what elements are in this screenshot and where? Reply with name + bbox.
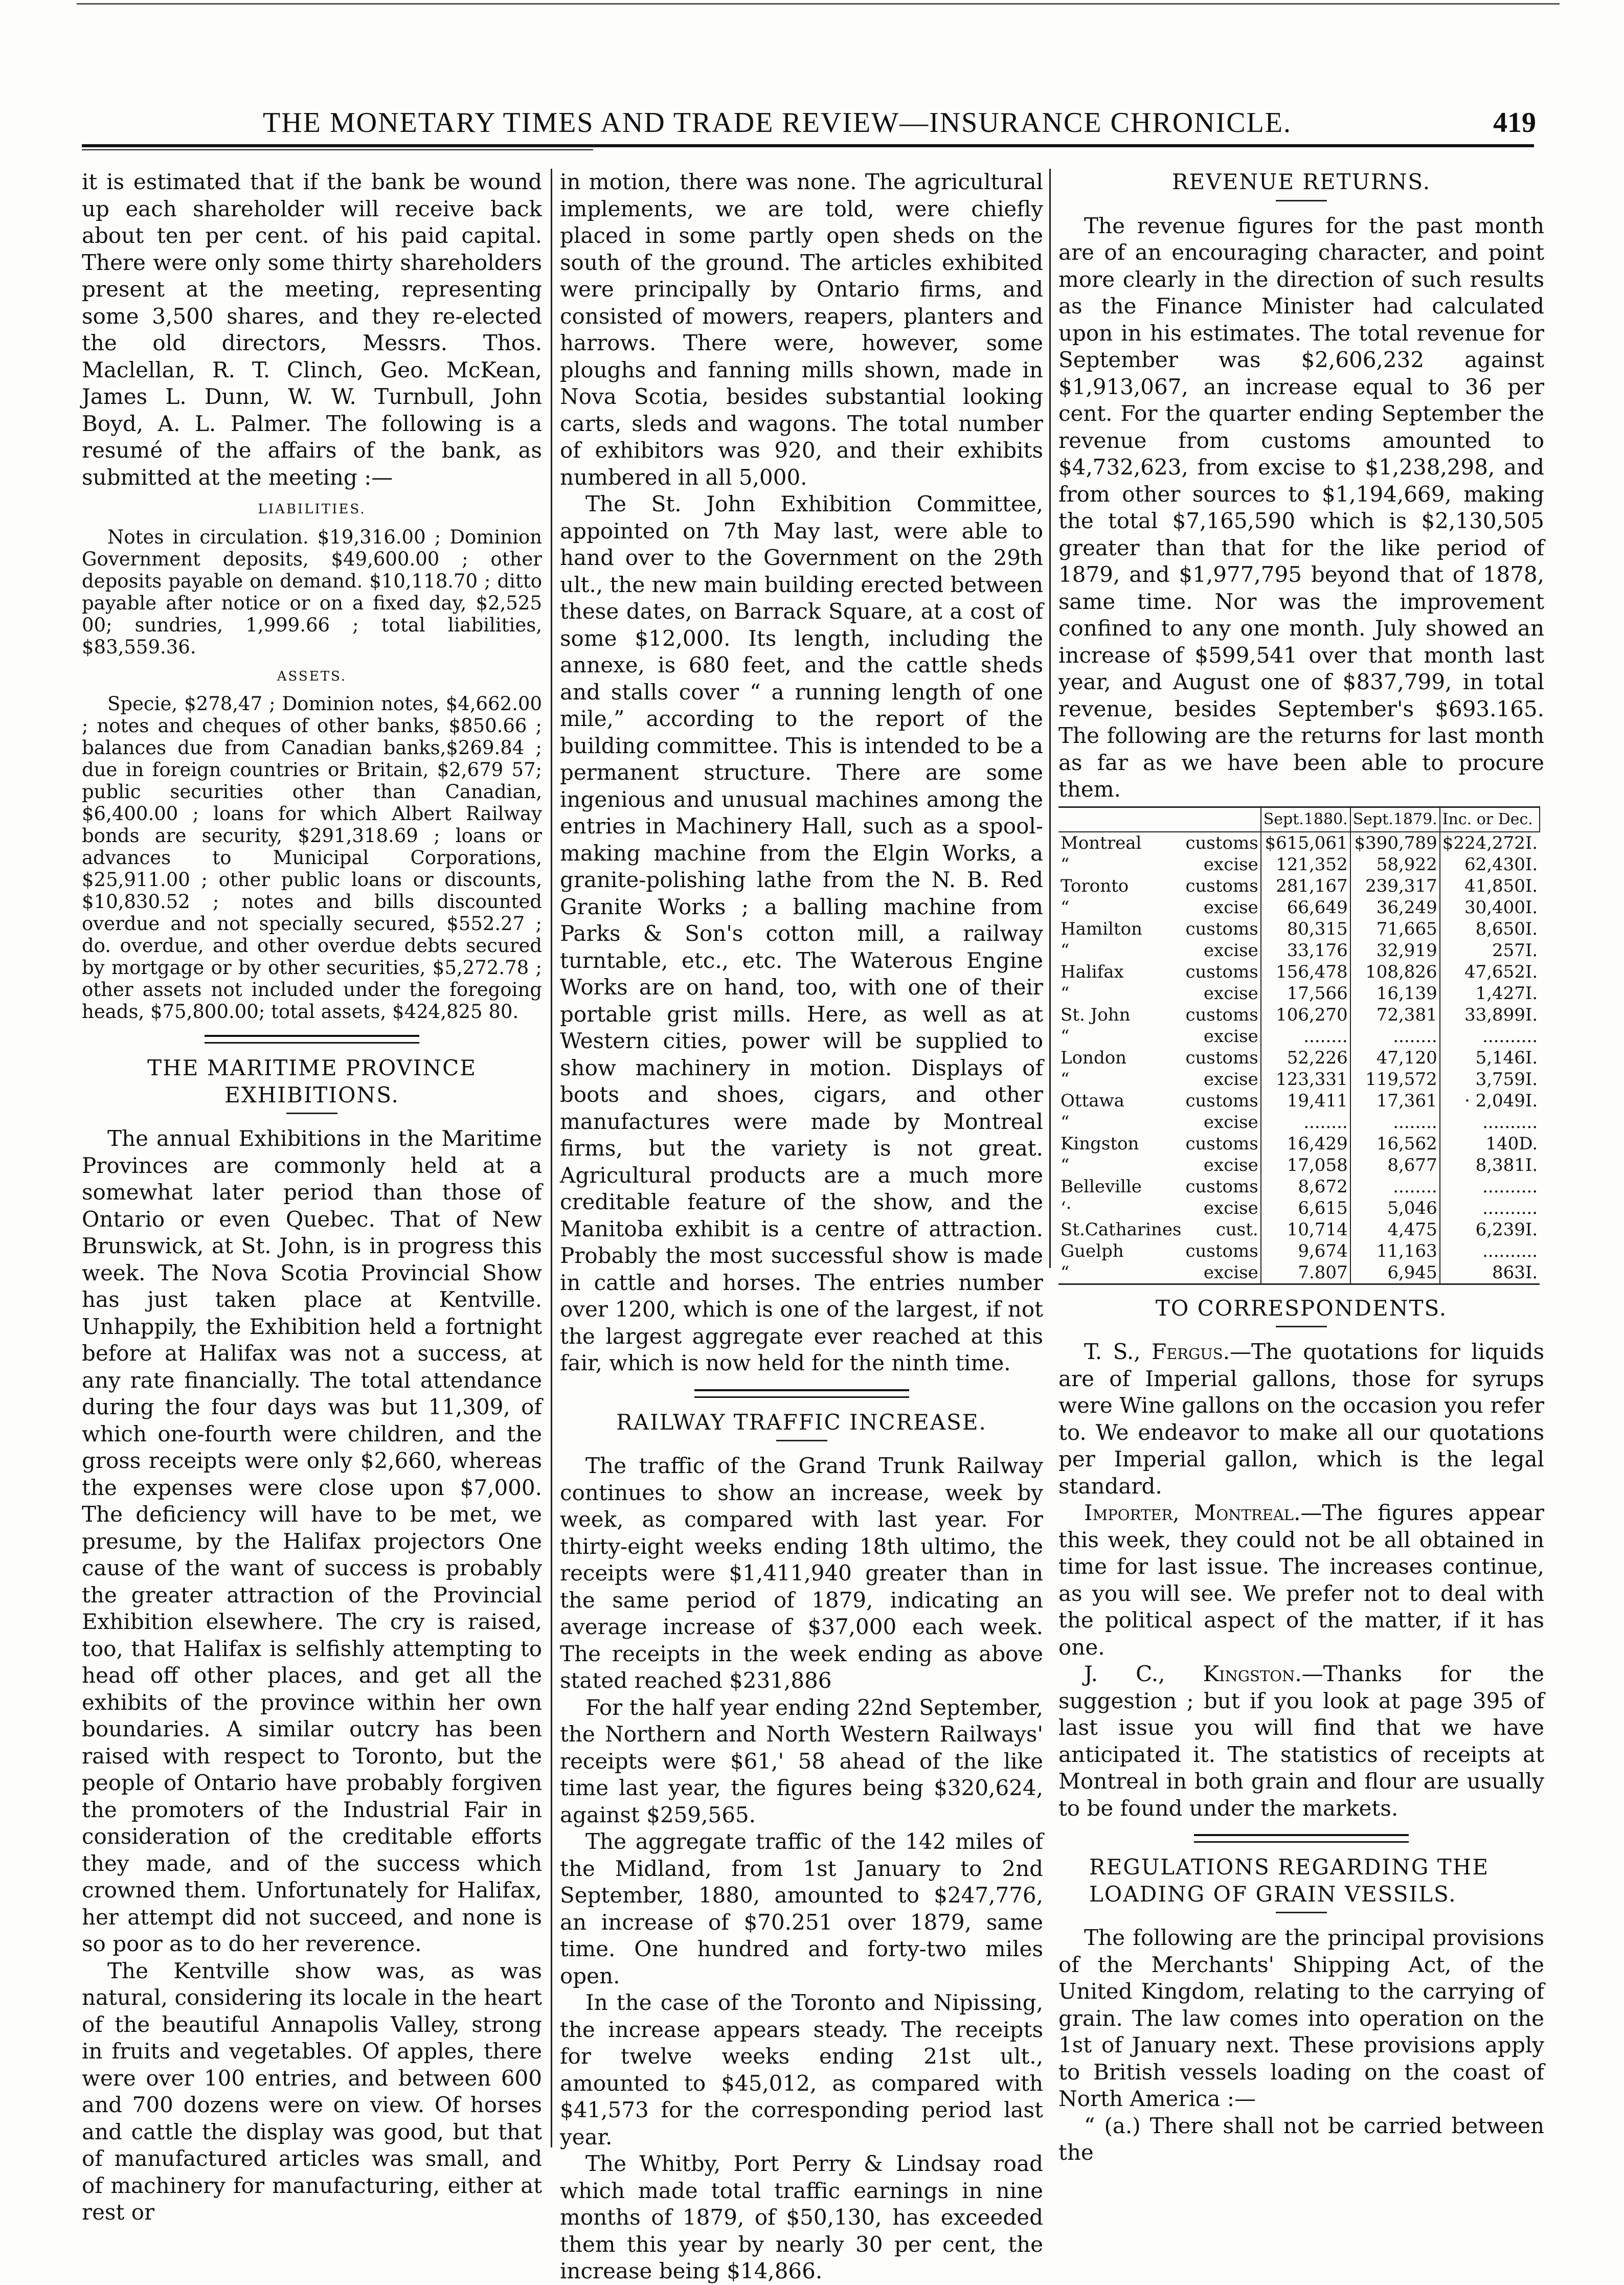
correspondent-1 (1058, 1339, 1544, 1500)
table-cell-1880: 52,226 (1261, 1047, 1350, 1069)
section-rule (205, 1035, 419, 1044)
column-middle (560, 169, 1043, 2285)
table-cell-change: 257I. (1440, 940, 1540, 961)
correspondent-2-name: Importer, Montreal. (1084, 1500, 1301, 1525)
table-cell-change: .......... (1440, 1240, 1540, 1262)
table-cell-1880: 80,315 (1261, 918, 1350, 940)
table-row (1058, 1090, 1540, 1112)
railway-paragraph-5: The Whitby, Port Perry & Lindsay road which made total traffic earnings in nine months of 1879, of $50,130, has exceeded them this year by nearly 30 per cent, the increase being $14,866. (560, 2151, 1043, 2283)
table-cell-kind: customs (1185, 1090, 1258, 1111)
table-cell-1880: 156,478 (1261, 961, 1350, 983)
assets-heading: ASSETS. (277, 668, 347, 684)
grain-heading: REGULATIONS REGARDING THE LOADING OF GRAIN VESSILS. (1089, 1854, 1490, 1907)
table-cell-kind: customs (1185, 1133, 1258, 1154)
table-cell-city: St.Catharines (1061, 1219, 1182, 1240)
table-row (1058, 1219, 1540, 1240)
revenue-heading: REVENUE RETURNS. (1171, 169, 1431, 194)
short-rule (1276, 1326, 1327, 1327)
table-cell-1879: 11,163 (1350, 1240, 1440, 1262)
table-cell-kind: customs (1185, 918, 1258, 939)
table-row (1058, 854, 1540, 875)
table-cell-change: .......... (1440, 1112, 1540, 1133)
revenue-table-header (1058, 807, 1540, 832)
section-rule (1194, 1834, 1409, 1843)
table-cell-kind: excise (1203, 983, 1258, 1004)
table-cell-change: 3,759I. (1440, 1069, 1540, 1090)
table-cell-kind: excise (1203, 1026, 1258, 1047)
table-row (1058, 1176, 1540, 1197)
table-cell-city: Guelph (1061, 1240, 1124, 1261)
table-cell-change: 30,400I. (1440, 897, 1540, 918)
column-divider-1 (551, 169, 552, 2147)
table-row (1058, 1069, 1540, 1090)
table-cell-change: 140D. (1440, 1133, 1540, 1155)
table-cell-kind: customs (1185, 1176, 1258, 1197)
table-cell-1880: ........ (1261, 1026, 1350, 1047)
table-cell-city: “ (1061, 1026, 1070, 1047)
table-row (1058, 1262, 1540, 1284)
table-cell-1879: 72,381 (1350, 1004, 1440, 1026)
table-blank-header (1058, 807, 1261, 832)
table-cell-1879: 32,919 (1350, 940, 1440, 961)
table-cell-kind: customs (1185, 1047, 1258, 1068)
table-cell-1879: 5,046 (1350, 1197, 1440, 1219)
table-row (1058, 1197, 1540, 1219)
table-cell-kind: customs (1185, 1240, 1258, 1261)
table-cell-change: · 2,049I. (1440, 1090, 1540, 1112)
table-cell-1880: 281,167 (1261, 875, 1350, 897)
table-cell-1879: 239,317 (1350, 875, 1440, 897)
table-cell-change: 8,381I. (1440, 1155, 1540, 1176)
table-cell-1880: 7.807 (1261, 1262, 1350, 1284)
col-header-1879: Sept.1879. (1350, 807, 1440, 832)
table-cell-1879: 108,826 (1350, 961, 1440, 983)
table-cell-change: 62,430I. (1440, 854, 1540, 875)
table-cell-1880: 6,615 (1261, 1197, 1350, 1219)
table-cell-city: “ (1061, 1069, 1070, 1090)
table-cell-kind: customs (1185, 1004, 1258, 1025)
table-cell-kind: customs (1185, 961, 1258, 982)
table-cell-1879: 119,572 (1350, 1069, 1440, 1090)
table-cell-change: $224,272I. (1440, 832, 1540, 854)
table-cell-city: “ (1061, 983, 1070, 1004)
table-cell-1880: ........ (1261, 1112, 1350, 1133)
table-cell-change: 863I. (1440, 1262, 1540, 1284)
table-cell-city: “ (1061, 940, 1070, 961)
table-cell-kind: excise (1203, 1197, 1258, 1218)
column-left (82, 169, 542, 2226)
section-rule (694, 1389, 909, 1398)
table-row (1058, 832, 1540, 854)
table-cell-kind: customs (1185, 875, 1258, 896)
table-cell-change: .......... (1440, 1197, 1540, 1219)
table-cell-1880: $615,061 (1261, 832, 1350, 854)
table-cell-1879: 17,361 (1350, 1090, 1440, 1112)
table-cell-city: London (1061, 1047, 1127, 1068)
table-cell-change: 47,652I. (1440, 961, 1540, 983)
header-rule-thin (82, 149, 593, 150)
header-rule (82, 144, 1534, 147)
railway-paragraph-2: For the half year ending 22nd September, the Northern and North Western Railways' receipts were $61,' 58 ahead of the like time last year, the figures being $320,624, against $259,565. (560, 1694, 1043, 1827)
maritime-paragraph-1: The annual Exhibitions in the Maritime Provinces are commonly held at a somewhat later period than those of Ontario or even Quebec. That of New Brunswick, at St. John, is in progress this week. The Nova Scotia Provincial Show has just taken place at Kentville. Unhappily, the Exhibition held a fortnight before at Halifax was not a success, at any rate financially. The total attendance during the four days was but 11,309, of which one-fourth were children, and the gross receipts were only $2,660, whereas the expenses were close upon $7,000. The deficiency will have to be met, we presume, by the Halifax projectors One cause of the want of success is probably the greater attraction of the Provincial Exhibition elsewhere. The cry is raised, too, that Halifax is selfishly attempting to head off other places, and get all the exhibits of the province within her own boundaries. A similar outcry has been raised with respect to Toronto, but the people of Ontario have probably forgiven the promoters of the Industrial Fair in consideration of the creditable efforts they made, and of the success which crowned them. Unfortunately for Halifax, her attempt did not succeed, and none is so poor as to do her reverence. (82, 1126, 542, 1956)
table-cell-city: “ (1061, 854, 1070, 875)
col-header-1880: Sept.1880. (1261, 807, 1350, 832)
table-cell-1879: 36,249 (1350, 897, 1440, 918)
table-cell-city: Montreal (1061, 832, 1142, 853)
exhibition-paragraph-2: The St. John Exhibition Committee, appointed on 7th May last, were able to hand over to the Government on the 29th ult., the new main building erected between these dates, on Barrack Square, at a cost of some $12,000. Its length, including the annexe, is 680 feet, and the cattle sheds and stalls cover “ a running length of one mile,” according to the report of the building committee. This is intended to be a permanent structure. There are some ingenious and unusual machines among the entries in Machinery Hall, such as a spool-making machine from the Elgin Works, a granite-polishing lathe from the N. B. Red Granite Works ; a balling machine from Parks & Son's cotton mill, a railway turntable, etc., etc. The Waterous Engine Works are on hand, too, with one of their portable grist mills. Here, as well as at Western cities, power will be supplied to show machinery in motion. Displays of boots and shoes, cigars, and other manufactures were made by Montreal firms, but the variety is not great. Agricultural products are a much more creditable feature of the show, and the Manitoba exhibit is a centre of attraction. Probably the most successful show is made in cattle and horses. The entries number over 1200, which is one of the largest, if not the largest aggregate ever reached at this fair, which is now held for the ninth time. (560, 491, 1043, 1375)
liabilities-text: Notes in circulation. $19,316.00 ; Dominion Government deposits, $49,600.00 ; other deposits payable on demand. $10,118.70 ; ditto payable after notice or on a fixed day, $2,525 00; sundries, 1,999.66 ; total liabilities, $83,559.36. (82, 526, 542, 658)
table-cell-change: 6,239I. (1440, 1219, 1540, 1240)
table-cell-city: “ (1061, 897, 1070, 918)
table-cell-1880: 8,672 (1261, 1176, 1350, 1197)
table-cell-kind: excise (1183, 1262, 1260, 1284)
short-rule (1276, 1912, 1327, 1913)
table-row (1058, 1112, 1540, 1133)
table-cell-1879: 58,922 (1350, 854, 1440, 875)
correspondent-3-name: J. C., Kingston. (1084, 1661, 1302, 1686)
railway-paragraph-1: The traffic of the Grand Trunk Railway continues to show an increase, week by week, as compared with last year. For thirty-eight weeks ending 18th ultimo, the receipts were $1,411,940 greater than in the same period of 1879, indicating an average increase of $37,000 each week. The receipts in the week ending as above stated reached $231,886 (560, 1453, 1043, 1693)
maritime-paragraph-2: The Kentville show was, as was natural, considering its locale in the heart of the beautiful Annapolis Valley, strong in fruits and vegetables. Of apples, there were over 100 entries, and between 600 and 700 dozens were on view. Of horses and cattle the display was good, but that of manufactured articles was small, and of machinery for manufacturing, either at rest or (82, 1958, 542, 2225)
column-divider-2 (1049, 169, 1051, 1268)
table-row (1058, 1155, 1540, 1176)
table-cell-kind: excise (1203, 897, 1258, 918)
bank-intro-paragraph: it is estimated that if the bank be wound up each shareholder will receive back about ten per cent. of his paid capital. There were only some thirty shareholders present at the meeting, representing some 3,500 shares, and they re-elected the old directors, Messrs. Thos. Maclellan, R. T. Clinch, Geo. McKean, James L. Dunn, W. W. Turnbull, John Boyd, A. L. Palmer. The following is a resumé of the affairs of the bank, as submitted at the meeting :— (82, 169, 542, 490)
exhibition-paragraph-1: in motion, there was none. The agricultural implements, we are told, were chiefly placed in some partly open sheds on the south of the ground. The articles exhibited were principally by Ontario firms, and consisted of mowers, reapers, planters and harrows. There were, however, some ploughs and fanning mills shown, made in Nova Scotia, besides substantial looking carts, sleds and wagons. The total number of exhibitors was 920, and their exhibits numbered in all 5,000. (560, 169, 1043, 490)
table-cell-1879: 4,475 (1350, 1219, 1440, 1240)
correspondent-2 (1058, 1500, 1544, 1661)
table-cell-kind: excise (1203, 1155, 1258, 1175)
short-rule (1276, 200, 1327, 201)
table-cell-city: Belleville (1061, 1176, 1142, 1197)
table-cell-city: “ (1061, 1155, 1070, 1175)
table-row (1058, 940, 1540, 961)
table-cell-kind: excise (1203, 1069, 1258, 1090)
maritime-heading: THE MARITIME PROVINCE EXHIBITIONS. (147, 1055, 477, 1107)
running-header: THE MONETARY TIMES AND TRADE REVIEW—INSURANCE CHRONICLE. (262, 107, 1292, 139)
table-row (1058, 918, 1540, 940)
table-cell-change: 8,650I. (1440, 918, 1540, 940)
top-border-line (77, 3, 1560, 5)
table-cell-1879: 47,120 (1350, 1047, 1440, 1069)
table-cell-1879: 16,139 (1350, 983, 1440, 1004)
table-cell-city: “ (1061, 1112, 1070, 1133)
table-cell-1879: 6,945 (1350, 1262, 1440, 1284)
table-cell-1879: ........ (1350, 1112, 1440, 1133)
table-cell-change: .......... (1440, 1026, 1540, 1047)
table-cell-kind: customs (1185, 832, 1258, 853)
table-cell-kind: excise (1203, 1112, 1258, 1133)
table-cell-city: Hamilton (1061, 918, 1142, 939)
page-number: 419 (1493, 107, 1536, 139)
table-cell-city: Toronto (1061, 875, 1129, 896)
railway-heading: RAILWAY TRAFFIC INCREASE. (616, 1409, 987, 1435)
correspondents-heading: TO CORRESPONDENTS. (1155, 1295, 1448, 1321)
table-cell-1880: 16,429 (1261, 1133, 1350, 1155)
table-cell-1879: ........ (1350, 1176, 1440, 1197)
table-row (1058, 897, 1540, 918)
table-cell-1880: 9,674 (1261, 1240, 1350, 1262)
correspondent-3 (1058, 1661, 1544, 1822)
table-cell-city: St. John (1061, 1004, 1131, 1025)
table-cell-kind: excise (1203, 940, 1258, 961)
correspondent-1-name: T. S., Fergus. (1084, 1339, 1230, 1364)
table-row (1058, 1047, 1540, 1069)
grain-paragraph-1: The following are the principal provisions of the Merchants' Shipping Act, of the United Kingdom, relating to the carrying of grain. The law comes into operation on the 1st of January next. These provisions apply to British vessels loading on the coast of North America :— (1058, 1925, 1544, 2111)
correspondent-2-text: —The figures appear this week, they could not be all obtained in time for last issue. The increases continue, as you will see. We prefer not to deal with the political aspect of the matter, if it has one. (1058, 1500, 1545, 1660)
table-cell-1880: 10,714 (1261, 1219, 1350, 1240)
table-cell-kind: cust. (1215, 1219, 1258, 1240)
column-right (1058, 169, 1544, 2166)
table-cell-change: 33,899I. (1440, 1004, 1540, 1026)
table-cell-1879: $390,789 (1350, 832, 1440, 854)
table-cell-1879: 8,677 (1350, 1155, 1440, 1176)
table-cell-city: “ (1058, 1262, 1183, 1284)
table-cell-1880: 19,411 (1261, 1090, 1350, 1112)
table-cell-city: ‘· (1061, 1197, 1072, 1218)
table-cell-1880: 17,566 (1261, 983, 1350, 1004)
correspondent-3-text: —Thanks for the suggestion ; but if you look at page 395 of last issue you will find that we have anticipated it. The statistics of receipts at Montreal in both grain and flour are usually to be found under the markets. (1058, 1661, 1544, 1821)
table-row (1058, 1026, 1540, 1047)
revenue-paragraph: The revenue figures for the past month are of an encouraging character, and point more clearly in the direction of such results as the Finance Minister had calculated upon in his estimates. The total revenue for September was $2,606,232 against $1,913,067, an increase equal to 36 per cent. For the quarter ending September the revenue from customs amounted to $4,732,623, from excise to $1,238,298, and from other sources to $1,194,669, making the total $7,165,590 which is $2,130,505 greater than that for the like period of 1879, and $1,977,795 beyond that of 1878, same time. Nor was the improvement confined to any one month. July showed an increase of $599,541 over that month last year, and August one of $837,799, in total revenue, besides September's $693.165. The following are the returns for last month as far as we have been able to procure them. (1058, 213, 1544, 802)
table-cell-city: Ottawa (1061, 1090, 1124, 1111)
revenue-table-body (1058, 832, 1540, 1284)
table-row (1058, 1004, 1540, 1026)
col-header-change: Inc. or Dec. (1440, 807, 1540, 832)
railway-paragraph-4: In the case of the Toronto and Nipissing, the increase appears steady. The receipts for twelve weeks ending 21st ult., amounted to $45,012, as compared with $41,573 for the corresponding period last year. (560, 1990, 1043, 2150)
table-row (1058, 1240, 1540, 1262)
table-row (1058, 983, 1540, 1004)
table-cell-1879: 71,665 (1350, 918, 1440, 940)
table-cell-1880: 33,176 (1261, 940, 1350, 961)
railway-paragraph-3: The aggregate traffic of the 142 miles of the Midland, from 1st January to 2nd September, 1880, amounted to $247,776, an increase of $70.251 over 1879, same time. One hundred and forty-two miles open. (560, 1829, 1043, 1988)
correspondent-1-text: —The quotations for liquids are of Imperial gallons, those for syrups were Wine gallons on the occasion you refer to. We endeavor to make all our quotations per Imperial gallon, which is the legal standard. (1058, 1339, 1544, 1499)
table-cell-1880: 121,352 (1261, 854, 1350, 875)
grain-paragraph-2: “ (a.) There shall not be carried between the (1058, 2113, 1544, 2165)
table-cell-change: 5,146I. (1440, 1047, 1540, 1069)
table-cell-1879: ........ (1350, 1026, 1440, 1047)
liabilities-heading: LIABILITIES. (258, 502, 366, 517)
table-cell-change: 1,427I. (1440, 983, 1540, 1004)
table-cell-kind: excise (1203, 854, 1258, 875)
table-cell-city: Halifax (1061, 961, 1124, 982)
table-cell-city: Kingston (1061, 1133, 1139, 1154)
table-cell-1880: 17,058 (1261, 1155, 1350, 1176)
short-rule (286, 1113, 337, 1114)
assets-text: Specie, $278,47 ; Dominion notes, $4,662.00 ; notes and cheques of other banks, $850.66 ; balances due from Canadian banks,$269.84 ; due in foreign countries or Britain, $2,679 57; public securities other than Canadian, $6,400.00 ; loans for which Albert Railway bonds are security, $291,318.69 ; loans or advances to Municipal Corporations, $25,911.00 ; other public loans or discounts, $10,830.52 ; notes and bills discounted overdue and not specially secured, $552.27 ; do. overdue, and other overdue debts secured by mortgage or by other securities, $5,272.78 ; other assets not included under the foregoing heads, $75,800.00; total assets, $424,825 80. (82, 693, 542, 1023)
revenue-table (1058, 806, 1540, 1285)
table-row (1058, 875, 1540, 897)
table-cell-1879: 16,562 (1350, 1133, 1440, 1155)
table-cell-1880: 123,331 (1261, 1069, 1350, 1090)
short-rule (776, 1440, 827, 1441)
table-cell-change: 41,850I. (1440, 875, 1540, 897)
table-cell-1880: 106,270 (1261, 1004, 1350, 1026)
table-row (1058, 1133, 1540, 1155)
table-cell-change: .......... (1440, 1176, 1540, 1197)
table-cell-1880: 66,649 (1261, 897, 1350, 918)
table-row (1058, 961, 1540, 983)
